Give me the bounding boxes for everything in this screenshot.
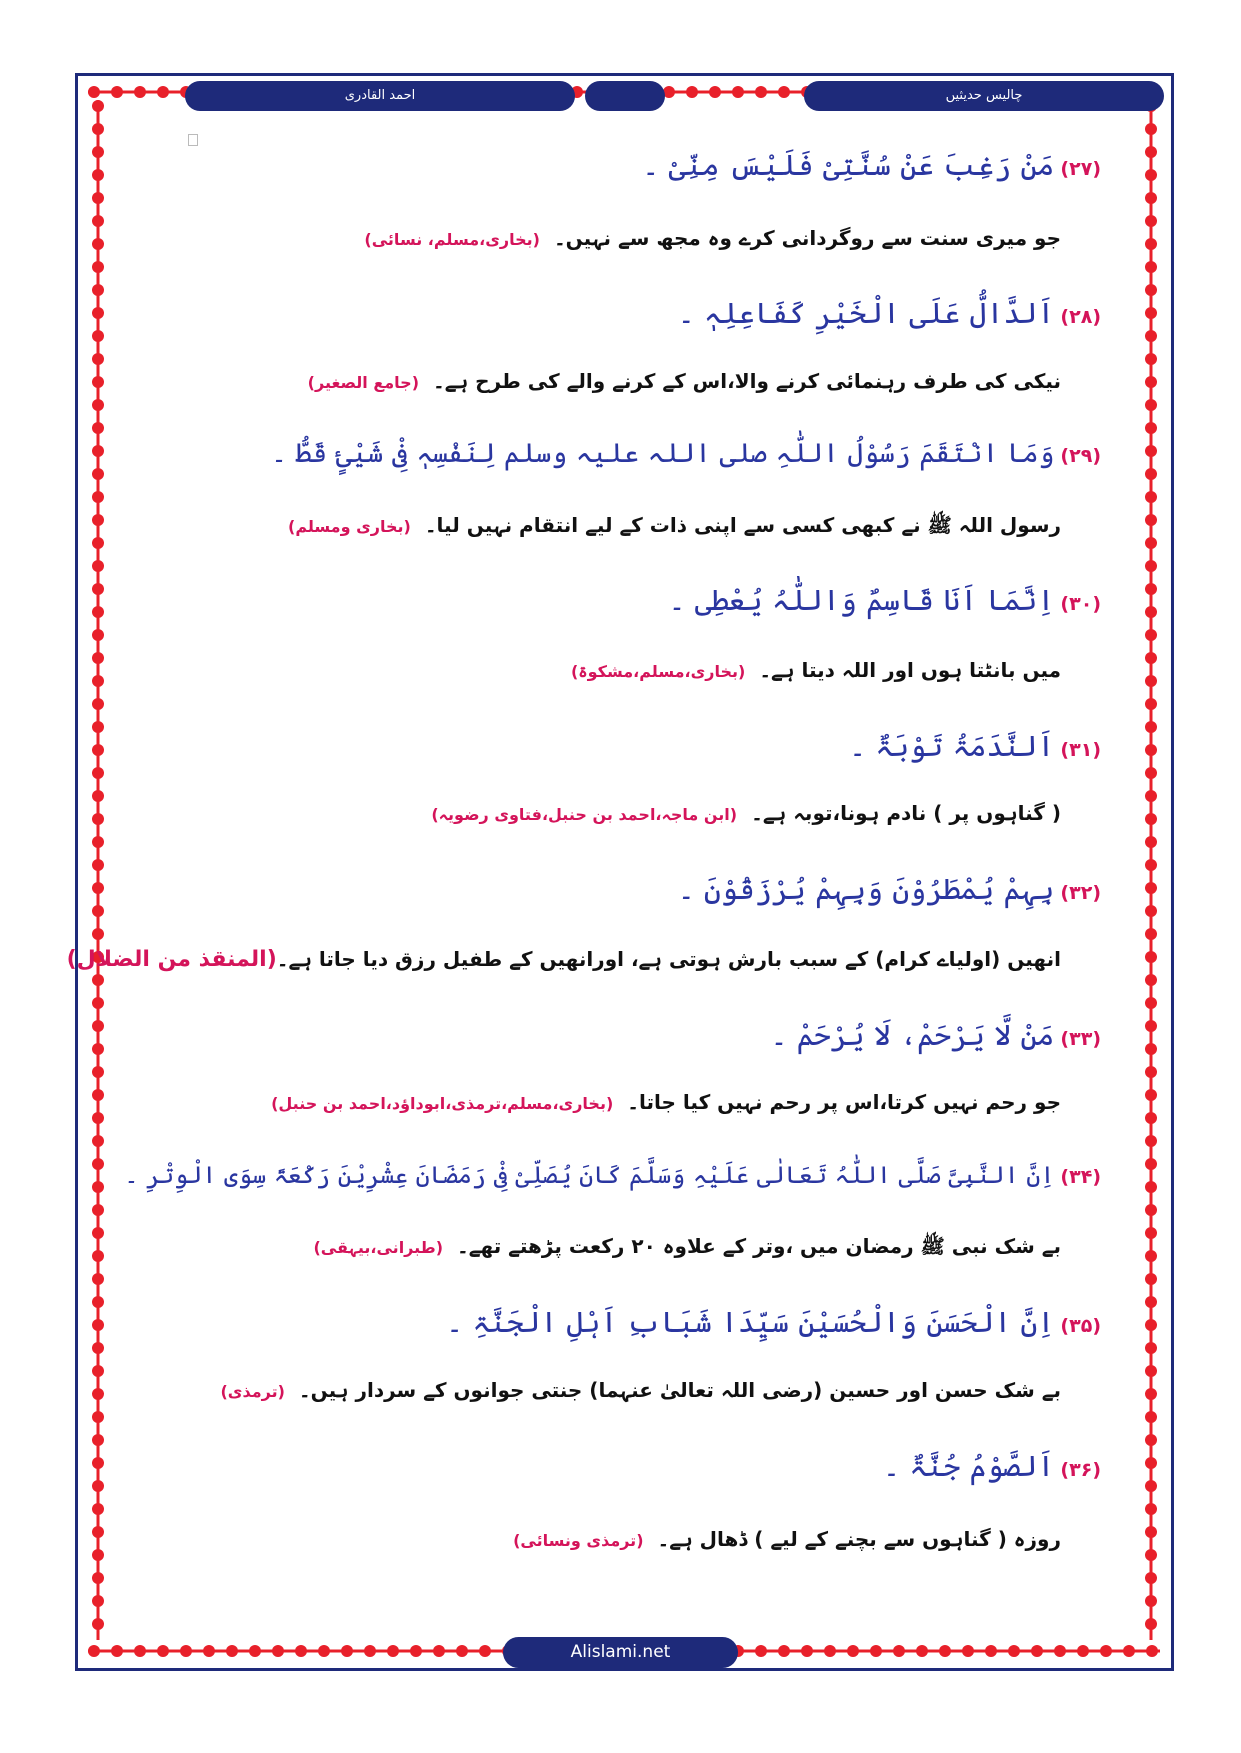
chain-bead bbox=[1145, 997, 1157, 1009]
chain-bead bbox=[1145, 1411, 1157, 1423]
translation-text: روزہ ( گناہوں سے بچنے کے لیے ) ڈھال ہے۔ bbox=[657, 1527, 1061, 1551]
left-chain-border bbox=[85, 100, 111, 1640]
chain-bead bbox=[1145, 1572, 1157, 1584]
chain-bead bbox=[1145, 583, 1157, 595]
page-marker-box bbox=[188, 134, 198, 146]
chain-bead bbox=[92, 169, 104, 181]
chain-bead bbox=[985, 1645, 997, 1657]
chain-bead bbox=[1145, 376, 1157, 388]
chain-bead bbox=[1145, 1388, 1157, 1400]
chain-bead bbox=[92, 974, 104, 986]
hadith-28-translation bbox=[120, 369, 1061, 393]
hadith-36-arabic bbox=[120, 1449, 1101, 1483]
chain-bead bbox=[479, 1645, 491, 1657]
chain-bead bbox=[410, 1645, 422, 1657]
chain-bead bbox=[341, 1645, 353, 1657]
chain-bead bbox=[92, 123, 104, 135]
translation-text: نیکی کی طرف رہنمائی کرنے والا،اس کے کرنے والے کی طرح ہے۔ bbox=[433, 369, 1061, 393]
chain-bead bbox=[92, 1549, 104, 1561]
chain-bead bbox=[893, 1645, 905, 1657]
chain-bead bbox=[1145, 1480, 1157, 1492]
chain-bead bbox=[92, 1227, 104, 1239]
hadith-number: (۳۵) bbox=[1060, 1315, 1101, 1337]
chain-bead bbox=[92, 1066, 104, 1078]
hadith-number: (۳۱) bbox=[1060, 739, 1101, 761]
chain-bead bbox=[92, 560, 104, 572]
chain-bead bbox=[203, 1645, 215, 1657]
chain-bead bbox=[916, 1645, 928, 1657]
chain-bead bbox=[92, 1112, 104, 1124]
chain-bead bbox=[1145, 284, 1157, 296]
chain-bead bbox=[111, 86, 123, 98]
chain-bead bbox=[1145, 675, 1157, 687]
chain-bead bbox=[92, 859, 104, 871]
chain-bead bbox=[92, 376, 104, 388]
hadith-number: (۲۹) bbox=[1060, 445, 1101, 467]
chain-bead bbox=[778, 1645, 790, 1657]
chain-bead bbox=[92, 261, 104, 273]
chain-bead bbox=[364, 1645, 376, 1657]
chain-bead bbox=[870, 1645, 882, 1657]
chain-bead bbox=[1145, 468, 1157, 480]
hadith-36-translation bbox=[120, 1527, 1061, 1551]
chain-bead bbox=[1100, 1645, 1112, 1657]
hadith-34-translation bbox=[120, 1234, 1061, 1263]
hadith-31-translation bbox=[120, 801, 1061, 825]
chain-bead bbox=[962, 1645, 974, 1657]
chain-bead bbox=[1145, 951, 1157, 963]
hadith-32-translation bbox=[66, 947, 1061, 972]
chain-bead bbox=[92, 514, 104, 526]
chain-bead bbox=[92, 928, 104, 940]
translation-text: میں بانٹتا ہوں اور اللہ دیتا ہے۔ bbox=[759, 658, 1061, 682]
chain-bead bbox=[92, 445, 104, 457]
source-reference: (بخاری،مسلم،ترمذی،ابوداؤد،احمد بن حنبل) bbox=[271, 1094, 614, 1113]
chain-bead bbox=[1145, 1089, 1157, 1101]
chain-bead bbox=[92, 1158, 104, 1170]
chain-bead bbox=[92, 238, 104, 250]
chain-bead bbox=[755, 86, 767, 98]
hadith-number: (۲۸) bbox=[1060, 306, 1101, 328]
chain-bead bbox=[134, 1645, 146, 1657]
chain-bead bbox=[92, 100, 104, 112]
hadith-33-arabic bbox=[120, 1018, 1101, 1052]
source-reference: (ابن ماجہ،احمد بن حنبل،فتاوی رضویہ) bbox=[431, 805, 738, 824]
chain-bead bbox=[92, 1020, 104, 1032]
hadith-30-translation bbox=[120, 658, 1061, 682]
arabic-text: اَلصَّوْمُ جُنَّۃٌ ۔ bbox=[883, 1449, 1055, 1483]
arabic-text: بِہِمْ یُمْطَرُوْنَ وَبِہِمْ یُرْزَقُوْنَ ۔ bbox=[677, 872, 1055, 906]
chain-bead bbox=[1145, 905, 1157, 917]
chain-bead bbox=[92, 1181, 104, 1193]
chain-bead bbox=[1145, 1549, 1157, 1561]
chain-bead bbox=[92, 652, 104, 664]
hadith-32-arabic bbox=[120, 872, 1101, 906]
source-reference: (بخاری ومسلم) bbox=[288, 517, 411, 536]
chain-bead bbox=[92, 491, 104, 503]
chain-bead bbox=[1145, 514, 1157, 526]
hadith-33-translation bbox=[120, 1090, 1061, 1114]
hadith-27-arabic bbox=[120, 148, 1101, 182]
chain-bead bbox=[1145, 882, 1157, 894]
chain-bead bbox=[1145, 790, 1157, 802]
chain-bead bbox=[92, 997, 104, 1009]
chain-bead bbox=[1145, 1181, 1157, 1193]
source-reference: (بخاری،مسلم، نسائی) bbox=[364, 230, 540, 249]
chain-bead bbox=[92, 813, 104, 825]
source-reference: (طبرانی،بیہقی) bbox=[313, 1238, 444, 1257]
chain-bead bbox=[92, 882, 104, 894]
header-center-ornament bbox=[585, 81, 665, 111]
chain-bead bbox=[1145, 1273, 1157, 1285]
chain-bead bbox=[1145, 399, 1157, 411]
chain-bead bbox=[755, 1645, 767, 1657]
chain-bead bbox=[1077, 1645, 1089, 1657]
chain-bead bbox=[847, 1645, 859, 1657]
chain-bead bbox=[92, 284, 104, 296]
translation-text: بے شک نبی ﷺ رمضان میں ،وتر کے علاوہ ۲۰ رکعت پڑھتے تھے۔ bbox=[457, 1234, 1061, 1258]
arabic-text: مَنْ لَّا یَرْحَمْ، لَا یُرْحَمْ ۔ bbox=[770, 1018, 1055, 1052]
chain-bead bbox=[92, 1618, 104, 1630]
chain-bead bbox=[92, 1365, 104, 1377]
chain-bead bbox=[92, 1480, 104, 1492]
chain-bead bbox=[778, 86, 790, 98]
chain-bead bbox=[1145, 1434, 1157, 1446]
chain-bead bbox=[1145, 1250, 1157, 1262]
chain-bead bbox=[1145, 1158, 1157, 1170]
chain-bead bbox=[272, 1645, 284, 1657]
source-reference: (بخاری،مسلم،مشکوۃ) bbox=[570, 662, 746, 681]
chain-bead bbox=[92, 1526, 104, 1538]
chain-bead bbox=[92, 1089, 104, 1101]
chain-bead bbox=[1145, 721, 1157, 733]
chain-bead bbox=[92, 629, 104, 641]
chain-bead bbox=[732, 86, 744, 98]
chain-bead bbox=[1145, 1020, 1157, 1032]
chain-bead bbox=[1145, 1342, 1157, 1354]
chain-bead bbox=[1145, 169, 1157, 181]
chain-bead bbox=[709, 86, 721, 98]
chain-bead bbox=[92, 1043, 104, 1055]
chain-bead bbox=[686, 86, 698, 98]
chain-bead bbox=[1145, 1112, 1157, 1124]
hadith-number: (۳۴) bbox=[1060, 1166, 1101, 1188]
chain-bead bbox=[801, 1645, 813, 1657]
hadith-31-arabic bbox=[120, 729, 1101, 763]
chain-bead bbox=[1145, 767, 1157, 779]
arabic-text: اَلنَّدَمَۃُ تَوْبَۃٌ ۔ bbox=[849, 729, 1055, 763]
chain-bead bbox=[1145, 422, 1157, 434]
chain-bead bbox=[92, 353, 104, 365]
chain-bead bbox=[295, 1645, 307, 1657]
chain-bead bbox=[92, 675, 104, 687]
chain-bead bbox=[1145, 744, 1157, 756]
chain-bead bbox=[1145, 859, 1157, 871]
chain-bead bbox=[92, 836, 104, 848]
chain-bead bbox=[1145, 1066, 1157, 1078]
chain-bead bbox=[1145, 353, 1157, 365]
chain-bead bbox=[92, 1434, 104, 1446]
chain-bead bbox=[92, 1135, 104, 1147]
footer-website-label[interactable]: Alislami.net bbox=[503, 1637, 738, 1668]
chain-bead bbox=[1145, 192, 1157, 204]
chain-bead bbox=[1031, 1645, 1043, 1657]
chain-bead bbox=[180, 1645, 192, 1657]
chain-bead bbox=[387, 1645, 399, 1657]
chain-bead bbox=[92, 606, 104, 618]
chain-bead bbox=[249, 1645, 261, 1657]
chain-bead bbox=[92, 1296, 104, 1308]
chain-bead bbox=[1145, 928, 1157, 940]
chain-bead bbox=[1145, 1526, 1157, 1538]
chain-bead bbox=[92, 1457, 104, 1469]
chain-bead bbox=[824, 1645, 836, 1657]
hadith-29-arabic bbox=[120, 438, 1101, 469]
header-author-label: احمد القادری bbox=[185, 81, 575, 111]
chain-bead bbox=[92, 767, 104, 779]
chain-bead bbox=[1145, 560, 1157, 572]
chain-bead bbox=[92, 1595, 104, 1607]
chain-bead bbox=[1145, 1319, 1157, 1331]
arabic-text: اِنَّمَا اَنَا قَاسِمٌ وَاللّٰہُ یُعْطِی ۔ bbox=[668, 583, 1055, 617]
translation-text: جو رحم نہیں کرتا،اس پر رحم نہیں کیا جاتا۔ bbox=[627, 1090, 1061, 1114]
hadith-number: (۳۲) bbox=[1060, 882, 1101, 904]
chain-bead bbox=[92, 1503, 104, 1515]
hadith-number: (۳۳) bbox=[1060, 1028, 1101, 1050]
hadith-35-arabic bbox=[120, 1305, 1101, 1339]
chain-bead bbox=[1145, 652, 1157, 664]
chain-bead bbox=[1145, 491, 1157, 503]
chain-bead bbox=[92, 744, 104, 756]
source-reference: (ترمذی ونسائی) bbox=[513, 1531, 644, 1550]
hadith-35-translation bbox=[120, 1378, 1061, 1402]
chain-bead bbox=[1145, 1296, 1157, 1308]
chain-bead bbox=[1145, 307, 1157, 319]
chain-bead bbox=[1145, 813, 1157, 825]
chain-bead bbox=[111, 1645, 123, 1657]
chain-bead bbox=[92, 1572, 104, 1584]
chain-bead bbox=[92, 215, 104, 227]
header-book-title: چالیس حدیثیں bbox=[804, 81, 1164, 111]
chain-bead bbox=[92, 790, 104, 802]
chain-bead bbox=[1145, 1503, 1157, 1515]
chain-bead bbox=[1145, 1365, 1157, 1377]
chain-bead bbox=[1145, 445, 1157, 457]
hadith-27-translation bbox=[120, 226, 1061, 250]
chain-bead bbox=[1145, 1595, 1157, 1607]
chain-bead bbox=[1145, 238, 1157, 250]
chain-bead bbox=[92, 330, 104, 342]
chain-bead bbox=[92, 422, 104, 434]
translation-text: ( گناہوں پر ) نادم ہونا،توبہ ہے۔ bbox=[751, 801, 1061, 825]
hadith-29-translation bbox=[120, 513, 1061, 542]
chain-bead bbox=[1145, 123, 1157, 135]
source-reference: (ترمذی) bbox=[220, 1382, 285, 1401]
chain-bead bbox=[92, 1342, 104, 1354]
source-reference: (جامع الصغیر) bbox=[307, 373, 420, 392]
chain-bead bbox=[1145, 1043, 1157, 1055]
translation-text: جو میری سنت سے روگردانی کرے وہ مجھ سے نہیں۔ bbox=[553, 226, 1061, 250]
chain-bead bbox=[1145, 1204, 1157, 1216]
chain-bead bbox=[939, 1645, 951, 1657]
chain-bead bbox=[1145, 537, 1157, 549]
chain-bead bbox=[318, 1645, 330, 1657]
chain-bead bbox=[1123, 1645, 1135, 1657]
chain-bead bbox=[433, 1645, 445, 1657]
chain-bead bbox=[92, 307, 104, 319]
hadith-number: (۳۶) bbox=[1060, 1459, 1101, 1481]
translation-text: بے شک حسن اور حسین (رضی اللہ تعالیٰ عنہما) جنتی جوانوں کے سردار ہیں۔ bbox=[298, 1378, 1061, 1402]
hadith-34-arabic bbox=[120, 1161, 1101, 1189]
chain-bead bbox=[92, 1411, 104, 1423]
chain-bead bbox=[92, 698, 104, 710]
chain-bead bbox=[226, 1645, 238, 1657]
arabic-text: وَمَا انْتَقَمَ رَسُوْلُ اللّٰہِ صلی اللہ علیہ وسلم لِنَفْسِہٖ فِیْ شَیْئٍ قَطُّ ۔ bbox=[271, 438, 1055, 469]
arabic-text: مَنْ رَغِبَ عَنْ سُنَّتِیْ فَلَیْسَ مِنِّیْ ۔ bbox=[642, 148, 1055, 182]
chain-bead bbox=[1145, 1135, 1157, 1147]
chain-bead bbox=[157, 1645, 169, 1657]
chain-bead bbox=[157, 86, 169, 98]
chain-bead bbox=[92, 905, 104, 917]
chain-bead bbox=[1145, 836, 1157, 848]
chain-bead bbox=[92, 399, 104, 411]
chain-bead bbox=[1145, 1618, 1157, 1630]
chain-bead bbox=[1145, 1457, 1157, 1469]
chain-bead bbox=[92, 146, 104, 158]
translation-text: انھیں (اولیاے کرام) کے سبب بارش ہوتی ہے، اورانھیں کے طفیل رزق دیا جاتا ہے۔ bbox=[276, 947, 1061, 971]
chain-bead bbox=[88, 1645, 100, 1657]
chain-bead bbox=[92, 1204, 104, 1216]
chain-bead bbox=[92, 537, 104, 549]
chain-bead bbox=[92, 583, 104, 595]
chain-bead bbox=[1145, 330, 1157, 342]
chain-bead bbox=[1145, 215, 1157, 227]
hadith-number: (۲۷) bbox=[1060, 158, 1101, 180]
translation-text: رسول اللہ ﷺ نے کبھی کسی سے اپنی ذات کے لیے انتقام نہیں لیا۔ bbox=[424, 513, 1061, 537]
hadith-30-arabic bbox=[120, 583, 1101, 617]
chain-bead bbox=[1008, 1645, 1020, 1657]
chain-bead bbox=[1145, 261, 1157, 273]
chain-bead bbox=[92, 1273, 104, 1285]
chain-bead bbox=[456, 1645, 468, 1657]
arabic-text: اِنَّ الْحَسَنَ وَالْحُسَیْنَ سَیِّدَا شَبَابِ اَہْلِ الْجَنَّۃِ ۔ bbox=[446, 1305, 1055, 1339]
hadith-28-arabic bbox=[120, 296, 1101, 330]
chain-bead bbox=[1145, 146, 1157, 158]
chain-bead bbox=[1145, 606, 1157, 618]
right-chain-border bbox=[1138, 100, 1164, 1640]
chain-bead bbox=[1146, 1645, 1158, 1657]
chain-bead bbox=[92, 1319, 104, 1331]
chain-bead bbox=[1145, 1227, 1157, 1239]
source-reference: (المنقذ من الضلال) bbox=[66, 947, 277, 972]
chain-bead bbox=[92, 1250, 104, 1262]
arabic-text: اِنَّ النَّبِیَّ صَلَّی اللّٰہُ تَعَالٰی عَلَیْہِ وَسَلَّمَ کَانَ یُصَلِّیْ فِیْ رَمَضَانَ عِشْرِیْنَ رَکْعَۃً سِوَی الْوِتْرِ ۔ bbox=[124, 1161, 1055, 1189]
chain-bead bbox=[92, 192, 104, 204]
chain-bead bbox=[92, 1388, 104, 1400]
chain-bead bbox=[1145, 629, 1157, 641]
chain-bead bbox=[1054, 1645, 1066, 1657]
chain-bead bbox=[1145, 974, 1157, 986]
chain-bead bbox=[92, 468, 104, 480]
chain-bead bbox=[88, 86, 100, 98]
chain-bead bbox=[92, 721, 104, 733]
arabic-text: اَلدَّالُّ عَلَی الْخَیْرِ کَفَاعِلِہٖ ۔ bbox=[677, 296, 1055, 330]
hadith-number: (۳۰) bbox=[1060, 593, 1101, 615]
chain-bead bbox=[1145, 698, 1157, 710]
chain-bead bbox=[134, 86, 146, 98]
